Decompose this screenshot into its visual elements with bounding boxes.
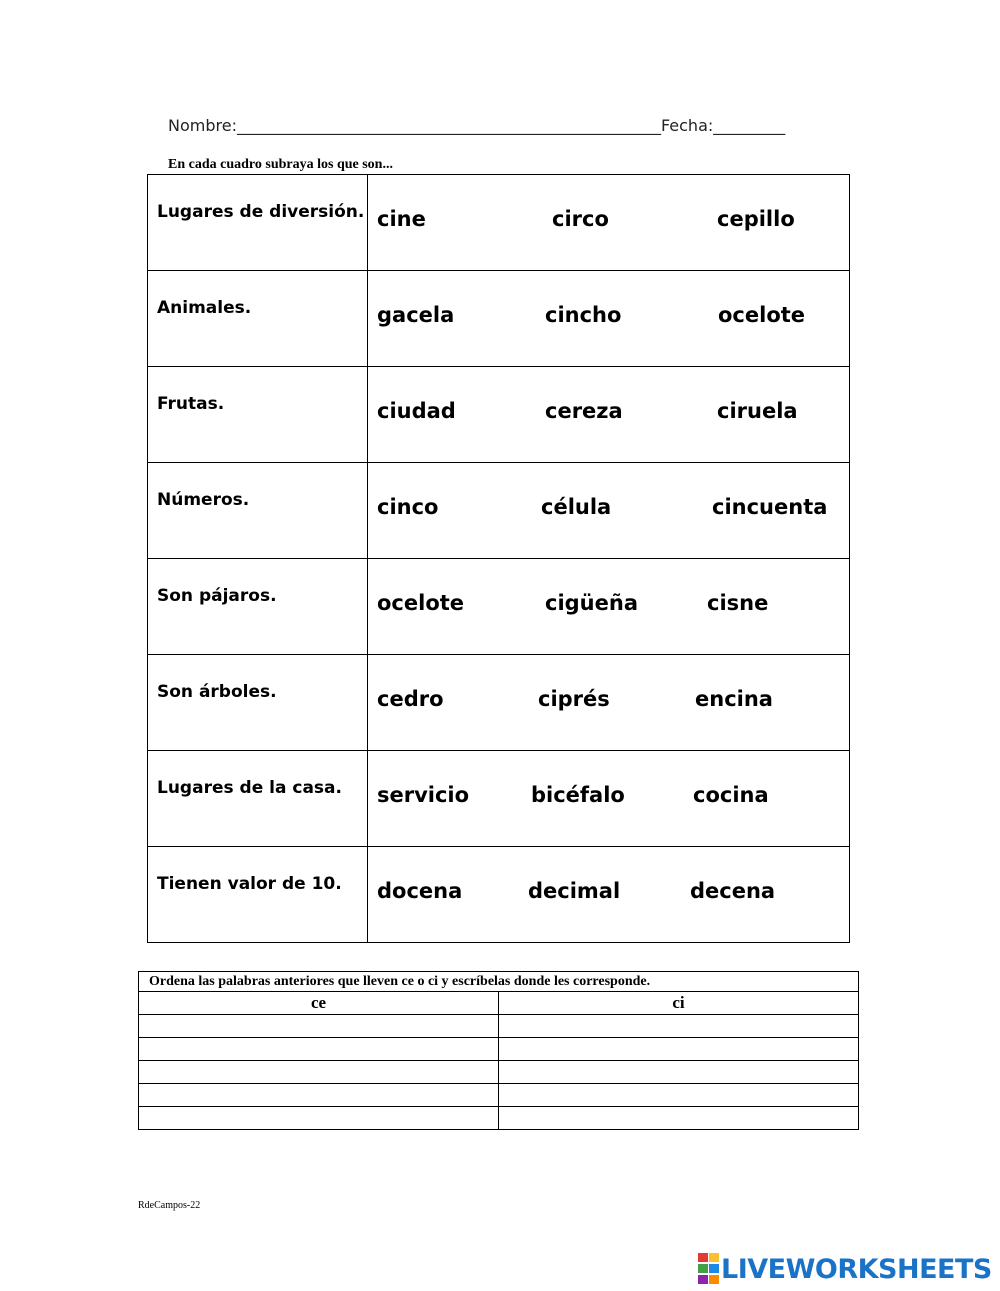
- word-option[interactable]: célula: [541, 495, 612, 519]
- category-label: Animales.: [157, 298, 252, 318]
- category-label: Lugares de diversión.: [157, 202, 365, 222]
- answer-cell-ce[interactable]: [139, 1015, 499, 1038]
- logo-block: [709, 1264, 719, 1273]
- order-table: [138, 971, 859, 1130]
- word-option[interactable]: cocina: [693, 783, 769, 807]
- word-option[interactable]: docena: [377, 879, 463, 903]
- table-row: [148, 271, 850, 367]
- word-option[interactable]: cisne: [707, 591, 769, 615]
- word-option[interactable]: encina: [695, 687, 773, 711]
- word-option[interactable]: cedro: [377, 687, 444, 711]
- footer-credit: RdeCampos-22: [138, 1200, 201, 1211]
- liveworksheets-logo[interactable]: [698, 1254, 992, 1284]
- word-option[interactable]: ciudad: [377, 399, 456, 423]
- word-option[interactable]: ciruela: [717, 399, 798, 423]
- order-instruction: Ordena las palabras anteriores que lleven ce o ci y escríbelas donde les corresponde.: [139, 972, 859, 992]
- logo-text: LIVEWORKSHEETS: [721, 1253, 992, 1285]
- word-option[interactable]: decimal: [528, 879, 621, 903]
- category-label: Frutas.: [157, 394, 225, 414]
- category-label: Son pájaros.: [157, 586, 277, 606]
- answer-cell-ce[interactable]: [139, 1038, 499, 1061]
- word-option[interactable]: ocelote: [377, 591, 465, 615]
- word-option[interactable]: bicéfalo: [531, 783, 625, 807]
- word-option[interactable]: ciprés: [538, 687, 610, 711]
- answer-cell-ci[interactable]: [499, 1038, 859, 1061]
- word-option[interactable]: gacela: [377, 303, 455, 327]
- word-option[interactable]: servicio: [377, 783, 470, 807]
- answer-cell-ci[interactable]: [499, 1084, 859, 1107]
- word-option[interactable]: cepillo: [717, 207, 795, 231]
- answer-cell-ci[interactable]: [499, 1061, 859, 1084]
- answer-cell-ci[interactable]: [499, 1015, 859, 1038]
- name-date-line: Nombre:_____________________________________________________Fecha:_________: [168, 116, 786, 135]
- table-row: [148, 655, 850, 751]
- category-label: Lugares de la casa.: [157, 778, 342, 798]
- category-label: Son árboles.: [157, 682, 277, 702]
- table-row: [148, 847, 850, 943]
- word-option[interactable]: cigüeña: [545, 591, 638, 615]
- table-row: [148, 559, 850, 655]
- logo-block: [709, 1275, 719, 1284]
- answer-cell-ci[interactable]: [499, 1107, 859, 1130]
- word-option[interactable]: cine: [377, 207, 426, 231]
- table-row: [148, 175, 850, 271]
- category-label: Tienen valor de 10.: [157, 874, 342, 894]
- word-option[interactable]: cincho: [545, 303, 622, 327]
- word-option[interactable]: cereza: [545, 399, 623, 423]
- column-header-ce: ce: [139, 992, 499, 1015]
- column-header-ci: ci: [499, 992, 859, 1015]
- logo-icon: [698, 1253, 719, 1285]
- answer-cell-ce[interactable]: [139, 1061, 499, 1084]
- word-option[interactable]: ocelote: [718, 303, 806, 327]
- logo-block: [698, 1275, 708, 1284]
- logo-block: [698, 1264, 708, 1273]
- category-label: Números.: [157, 490, 250, 510]
- word-option[interactable]: cinco: [377, 495, 439, 519]
- logo-block: [709, 1253, 719, 1262]
- instruction-text: En cada cuadro subraya los que son...: [168, 157, 393, 172]
- table-row: [148, 463, 850, 559]
- answer-cell-ce[interactable]: [139, 1084, 499, 1107]
- word-option[interactable]: cincuenta: [712, 495, 828, 519]
- logo-block: [698, 1253, 708, 1262]
- categories-table: [147, 174, 850, 943]
- answer-cell-ce[interactable]: [139, 1107, 499, 1130]
- table-row: [148, 367, 850, 463]
- word-option[interactable]: circo: [552, 207, 609, 231]
- table-row: [148, 751, 850, 847]
- word-option[interactable]: decena: [690, 879, 776, 903]
